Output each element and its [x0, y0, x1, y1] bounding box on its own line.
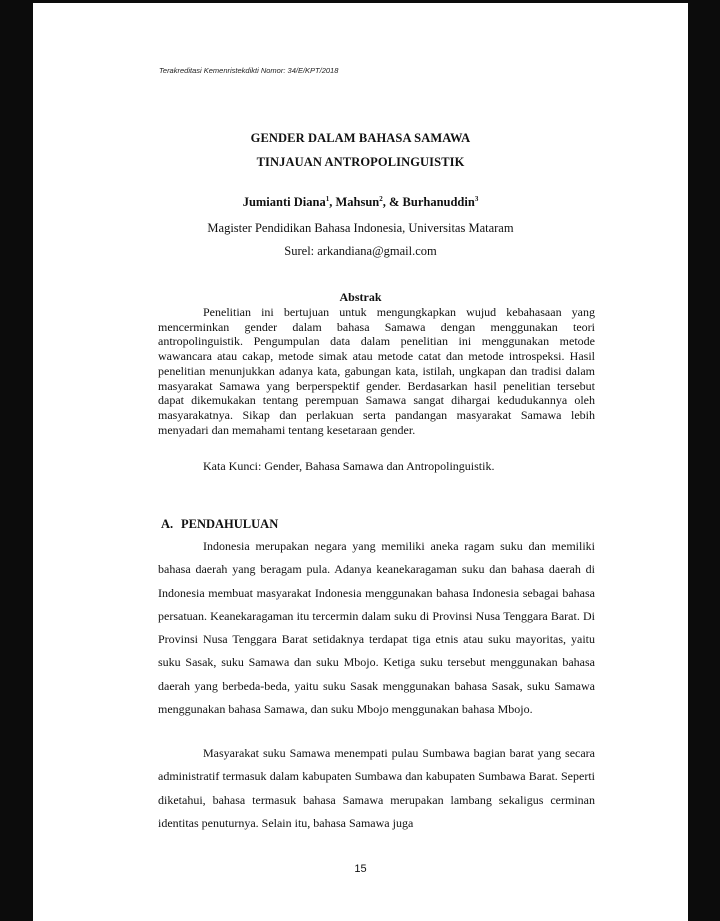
body-paragraph: Masyarakat suku Samawa menempati pulau Sumbawa bagian barat yang secara administratif termasuk dalam kabupaten Sumbawa dan kabupaten Sumbawa Barat. Seperti diketahui, bahasa termasuk bahasa Samawa merupakan lambang sekaligus cerminan identitas penuturnya. Selain itu, bahasa Samawa juga — [158, 746, 595, 830]
email-line: Surel: arkandiana@gmail.com — [284, 244, 437, 258]
section-title: PENDAHULUAN — [181, 517, 279, 531]
author-list — [33, 195, 688, 210]
page-number: 15 — [354, 863, 367, 875]
document-page — [33, 3, 688, 921]
author-affiliation-marker: 3 — [474, 195, 479, 203]
affiliation: Magister Pendidikan Bahasa Indonesia, Universitas Mataram — [207, 221, 514, 235]
author-name: Burhanuddin — [402, 195, 475, 209]
section-heading — [161, 517, 278, 532]
body-paragraph: Indonesia merupakan negara yang memiliki aneka ragam suku dan memiliki bahasa daerah yang beragam pula. Adanya keanekaragaman suku dan bahasa daerah di Indonesia membuat masyarakat Indonesia menggunakan bahasa Indonesia sebagai bahasa persatuan. Keanekaragaman itu tercermin dalam suku di Provinsi Nusa Tenggara Barat. Di Provinsi Nusa Tenggara Barat setidaknya terdapat tiga etnis atau suku mayoritas, yaitu suku Sasak, suku Samawa dan suku Mbojo. Ketiga suku tersebut menggunakan bahasa daerah yang berbeda-beda, yaitu suku Sasak menggunakan bahasa Sasak, suku Samawa menggunakan bahasa Samawa, dan suku Mbojo menggunakan bahasa Mbojo. — [158, 539, 595, 717]
author-separator: , & — [382, 195, 403, 209]
accreditation-note: Terakreditasi Kemenristekdikti Nomor: 34/E/KPT/2018 — [159, 66, 339, 75]
abstract-text: Penelitian ini bertujuan untuk mengungkapkan wujud kebahasaan yang mencerminkan gender dalam bahasa Samawa dengan menggunakan teori antropolinguistik. Pengumpulan data dalam penelitian ini menggunakan metode wawancara atau cakap, metode simak atau metode catat dan metode introspeksi. Hasil penelitian menunjukkan adanya kata, gabungan kata, istilah, ungkapan dan tradisi dalam masyarakat Samawa yang berperspektif gender. Berdasarkan hasil penelitian tersebut dapat dikemukakan tentang perempuan Samawa sangat dihargai kedudukannya oleh masyarakatnya. Sikap dan perlakuan serta pandangan masyarakat Samawa lebih menyadari dan memahami tentang kesetaraan gender. — [158, 305, 595, 437]
author-affiliation-marker: 2 — [379, 195, 383, 203]
author-name: Jumianti Diana — [242, 195, 326, 209]
author-affiliation-marker: 1 — [325, 195, 330, 203]
author-name: Mahsun — [335, 195, 380, 209]
abstract-heading: Abstrak — [339, 290, 382, 304]
paper-title-line2: TINJAUAN ANTROPOLINGUISTIK — [256, 155, 465, 169]
author-separator: , — [329, 195, 336, 209]
section-number: A. — [161, 517, 174, 531]
paper-title-line1: GENDER DALAM BAHASA SAMAWA — [250, 131, 471, 145]
keywords: Kata Kunci: Gender, Bahasa Samawa dan Antropolinguistik. — [203, 459, 495, 473]
